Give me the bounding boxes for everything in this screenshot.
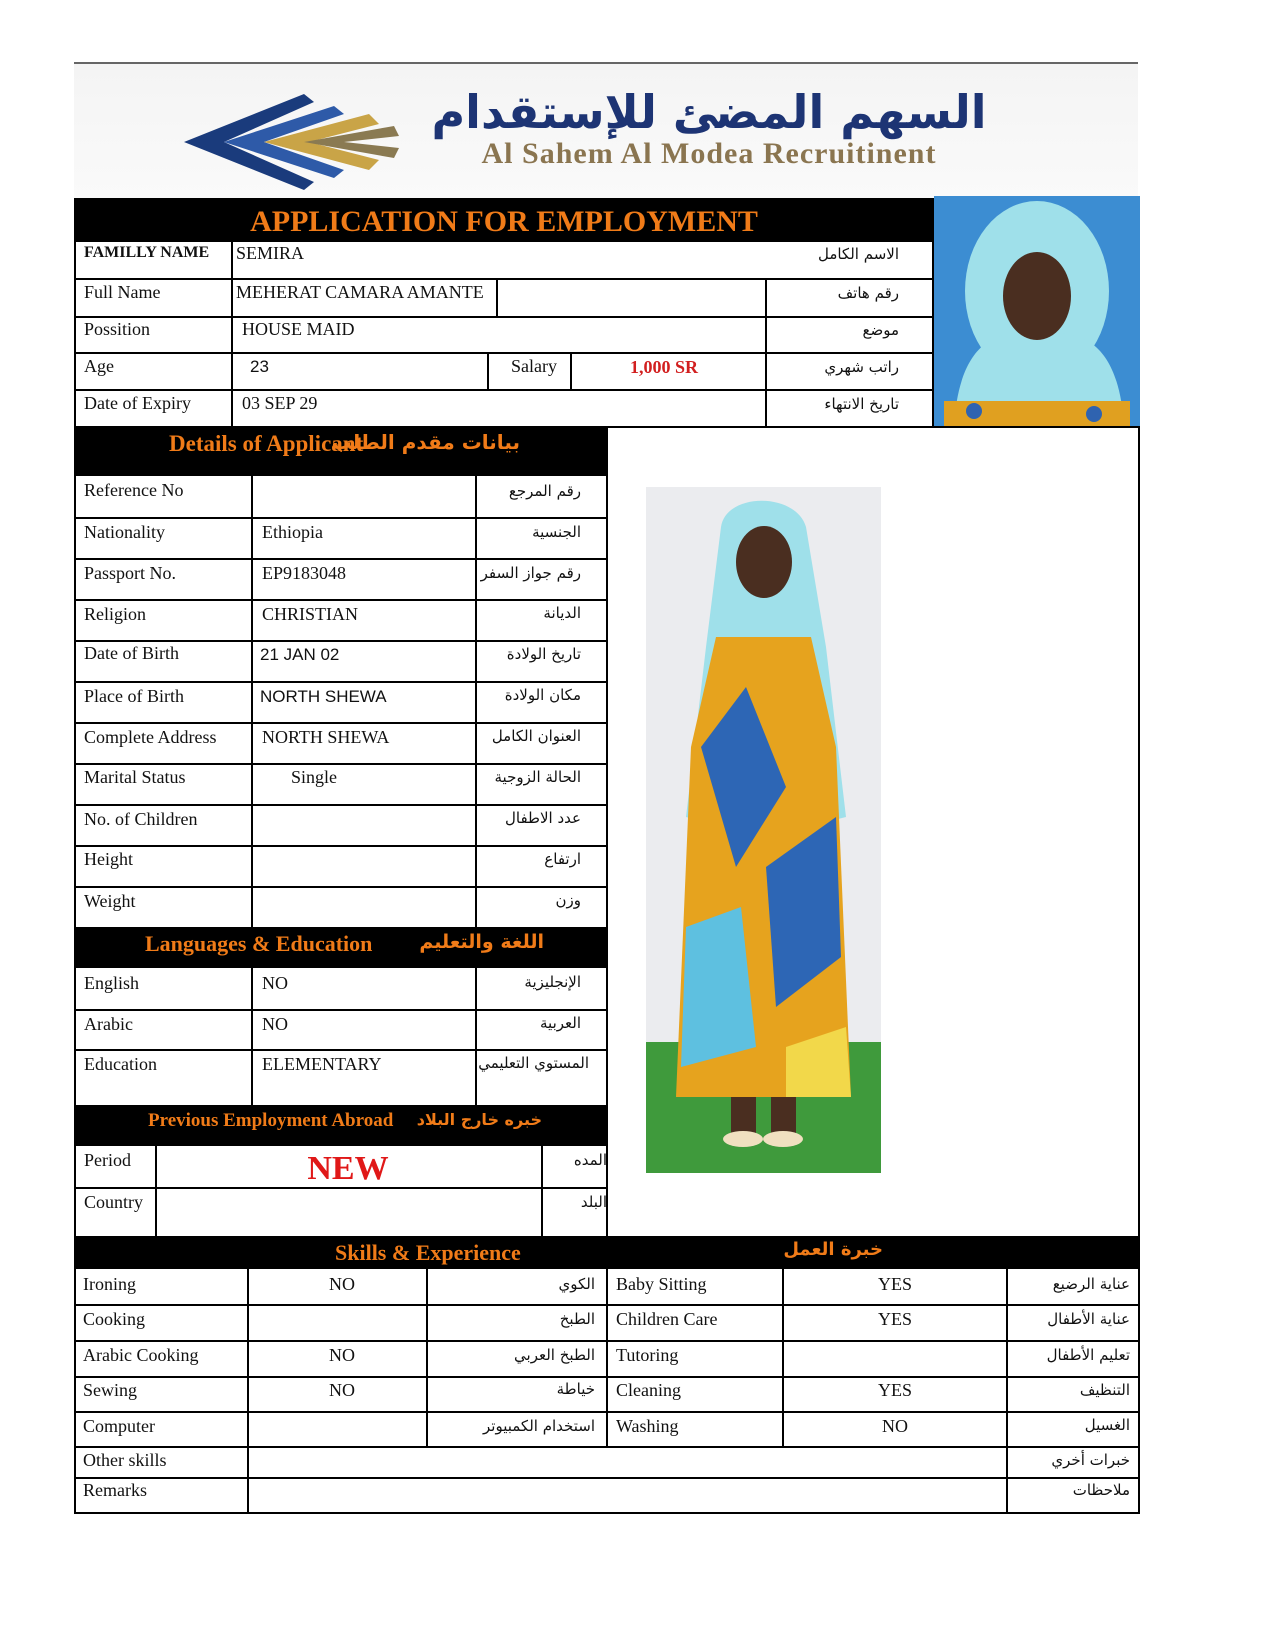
dob-label-ar: تاريخ الولادة — [506, 645, 581, 663]
computer-label-ar: استخدام الكمبيوتر — [483, 1417, 595, 1435]
baby-sitting-label-ar: عناية الرضيع — [1052, 1275, 1130, 1293]
previous-title-ar: خبره خارج البلاد — [416, 1110, 542, 1129]
arabic-label: Arabic — [84, 1014, 133, 1034]
position-label: Possition — [84, 319, 151, 339]
baby-sitting-value: YES — [877, 1274, 912, 1294]
address-label-ar: العنوان الكامل — [491, 727, 581, 745]
skills-title-ar: خبرة العمل — [783, 1239, 883, 1260]
english-label-ar: الإنجليزية — [524, 973, 581, 991]
dob-label: Date of Birth — [84, 643, 179, 663]
salary-value: 1,000 SR — [630, 357, 699, 377]
washing-value: NO — [882, 1416, 908, 1436]
children-label-ar: عدد الاطفال — [505, 809, 581, 827]
country-label-ar: البلد — [580, 1193, 607, 1211]
previous-title-en: Previous Employment Abroad — [148, 1110, 394, 1131]
remarks-label: Remarks — [83, 1480, 147, 1500]
height-label-ar: ارتفاع — [544, 850, 581, 868]
languages-title-en: Languages & Education — [145, 931, 373, 956]
marital-label: Marital Status — [84, 767, 186, 787]
marital-label-ar: الحالة الزوجية — [494, 768, 581, 786]
sewing-label: Sewing — [83, 1380, 137, 1400]
education-label: Education — [84, 1054, 157, 1074]
expiry-value: 03 SEP 29 — [242, 393, 318, 413]
full-name-value: MEHERAT CAMARA AMANTE — [236, 282, 484, 302]
english-value: NO — [262, 973, 288, 993]
languages-title-ar: اللغة والتعليم — [419, 931, 544, 953]
position-value: HOUSE MAID — [242, 319, 355, 339]
sewing-label-ar: خياطة — [556, 1380, 595, 1398]
remarks-label-ar: ملاحظات — [1072, 1481, 1130, 1499]
skills-header-bar — [74, 1236, 1140, 1269]
address-label: Complete Address — [84, 727, 217, 747]
washing-label-ar: الغسيل — [1084, 1416, 1130, 1434]
baby-sitting-label: Baby Sitting — [616, 1274, 707, 1294]
nationality-label: Nationality — [84, 522, 165, 542]
ironing-label-ar: الكوي — [558, 1275, 595, 1293]
religion-label-ar: الديانة — [543, 604, 581, 622]
tutoring-label-ar: تعليم الأطفال — [1046, 1346, 1130, 1364]
cooking-label: Cooking — [83, 1309, 146, 1329]
logo-banner — [74, 62, 1138, 202]
applicant-full-photo — [646, 487, 881, 1173]
cleaning-label-ar: التنظيف — [1079, 1381, 1130, 1399]
ironing-label: Ironing — [83, 1274, 136, 1294]
children-care-value: YES — [877, 1309, 912, 1329]
passport-label: Passport No. — [84, 563, 177, 583]
height-label: Height — [84, 849, 133, 869]
age-label: Age — [84, 356, 114, 376]
children-label: No. of Children — [84, 809, 198, 829]
family-name-label: FAMILLY NAME — [84, 244, 210, 261]
expiry-label: Date of Expiry — [84, 393, 191, 413]
country-label: Country — [84, 1192, 144, 1212]
washing-label: Washing — [616, 1416, 679, 1436]
family-name-value: SEMIRA — [236, 243, 305, 263]
sewing-value: NO — [329, 1380, 355, 1400]
reference-label-ar: رقم المرجع — [508, 482, 581, 500]
cooking-label-ar: الطبخ — [559, 1310, 595, 1328]
religion-label: Religion — [84, 604, 146, 624]
full-name-label-ar: رقم هاتف — [837, 284, 899, 302]
education-value: ELEMENTARY — [262, 1054, 382, 1074]
pob-label: Place of Birth — [84, 686, 184, 706]
passport-value: EP9183048 — [262, 563, 347, 583]
education-label-ar: المستوي التعليمي — [478, 1054, 589, 1072]
pob-label-ar: مكان الولادة — [504, 686, 581, 704]
religion-value: CHRISTIAN — [262, 604, 359, 624]
children-care-label-ar: عناية الأطفال — [1047, 1310, 1130, 1328]
period-label: Period — [84, 1150, 131, 1170]
dob-value: 21 JAN 02 — [260, 645, 340, 664]
salary-label-ar: راتب شهري — [824, 358, 899, 376]
passport-label-ar: رقم جواز السفر — [480, 564, 581, 582]
arabic-cooking-label: Arabic Cooking — [83, 1345, 199, 1365]
company-name-ar: السهم المضئ للإستقدام — [431, 85, 987, 139]
computer-label: Computer — [83, 1416, 155, 1436]
age-value: 23 — [250, 357, 269, 376]
nationality-label-ar: الجنسية — [532, 523, 581, 541]
period-value: NEW — [307, 1150, 389, 1187]
cleaning-value: YES — [877, 1380, 912, 1400]
weight-label: Weight — [84, 891, 136, 911]
reference-label: Reference No — [84, 480, 184, 500]
english-label: English — [84, 973, 140, 993]
other-skills-label: Other skills — [83, 1450, 167, 1470]
arabic-cooking-label-ar: الطبخ العربي — [514, 1346, 595, 1364]
arabic-value: NO — [262, 1014, 288, 1034]
company-name-en: Al Sahem Al Modea Recruitinent — [481, 137, 937, 170]
full-name-label: Full Name — [84, 282, 161, 302]
children-care-label: Children Care — [616, 1309, 718, 1329]
other-skills-label-ar: خبرات أخري — [1051, 1451, 1130, 1469]
details-title-ar: بيانات مقدم الطلب — [331, 430, 520, 454]
weight-label-ar: وزن — [555, 891, 581, 909]
address-value: NORTH SHEWA — [262, 727, 390, 747]
details-title-en: Details of Applicant — [169, 431, 364, 456]
arabic-cooking-value: NO — [329, 1345, 355, 1365]
nationality-value: Ethiopia — [262, 522, 323, 542]
expiry-label-ar: تاريخ الانتهاء — [824, 395, 899, 413]
cleaning-label: Cleaning — [616, 1380, 681, 1400]
period-label-ar: المده — [573, 1151, 607, 1169]
applicant-headshot — [934, 196, 1140, 426]
form-title: APPLICATION FOR EMPLOYMENT — [250, 205, 758, 238]
pob-value: NORTH SHEWA — [260, 687, 387, 706]
family-name-label-ar: الاسم الكامل — [817, 245, 899, 263]
position-label-ar: موضع — [862, 321, 899, 339]
ironing-value: NO — [329, 1274, 355, 1294]
tutoring-label: Tutoring — [616, 1345, 679, 1365]
marital-value: Single — [291, 767, 338, 787]
arabic-label-ar: العربية — [540, 1014, 581, 1032]
salary-label: Salary — [511, 356, 557, 376]
skills-title-en: Skills & Experience — [335, 1240, 521, 1265]
